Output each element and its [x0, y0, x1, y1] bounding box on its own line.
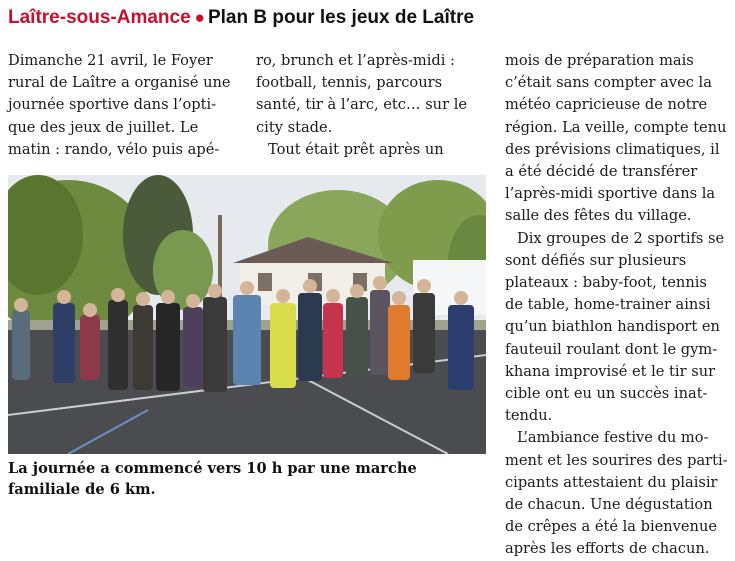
text-line: ro, brunch et l’après-midi : — [256, 52, 455, 69]
text-line: tendu. — [505, 407, 553, 425]
text-line: sont défiés sur plusieurs — [505, 251, 687, 269]
text-line: c’était sans compter avec la — [505, 74, 712, 92]
text-line: région. La veille, compte tenu — [505, 118, 727, 136]
text-line: a été décidé de transférer — [505, 163, 698, 181]
text-line: plateaux : baby-foot, tennis — [505, 274, 707, 292]
text-line: de crêpes a été la bienvenue — [505, 518, 717, 536]
headline — [8, 5, 728, 31]
text-line: l’après-midi sportive dans la — [505, 185, 716, 203]
article-column-1 — [8, 50, 248, 161]
text-line: de table, home-trainer ainsi — [505, 296, 711, 314]
text-line: Dix groupes de 2 sportifs se — [517, 229, 725, 247]
text-line: ment et les sourires des parti- — [505, 451, 728, 469]
headline-title: Plan B pour les jeux de Laître — [207, 7, 475, 28]
group-photo — [8, 175, 486, 454]
text-line: L’ambiance festive du mo- — [517, 429, 709, 447]
article-column-2 — [256, 50, 478, 161]
text-line: city stade. — [256, 118, 333, 136]
text-line: qu’un biathlon handisport en — [505, 318, 720, 336]
text-line: journée sportive dans l’opti- — [8, 96, 217, 114]
text-line: santé, tir à l’arc, etc… sur le — [256, 96, 468, 114]
text-line: cible ont eu un succès inat- — [505, 385, 708, 403]
text-line: Dimanche 21 avril, le Foyer — [8, 52, 213, 69]
text-line: Tout était prêt après un — [268, 140, 444, 158]
headline-place: Laître-sous-Amance — [8, 7, 191, 28]
article-column-3 — [505, 50, 727, 561]
text-line: salle des fêtes du village. — [505, 207, 692, 225]
text-line: cipants attestaient du plaisir — [505, 473, 718, 491]
photo-caption: La journée a commencé vers 10 h par une marche familiale de 6 km. — [8, 460, 417, 498]
photo-illustration — [8, 175, 486, 454]
text-line: que des jeux de juillet. Le — [8, 118, 199, 136]
text-line: mois de préparation mais — [505, 52, 694, 69]
text-line: fauteuil roulant dont le gym- — [505, 340, 718, 358]
text-line: matin : rando, vélo puis apé- — [8, 140, 220, 158]
text-line: de chacun. Une dégustation — [505, 496, 713, 514]
text-line: football, tennis, parcours — [256, 74, 443, 92]
bullet-dot-icon: ● — [194, 8, 205, 27]
text-line: khana improvisé et le tir sur — [505, 362, 716, 380]
text-line: des prévisions climatiques, il — [505, 140, 720, 158]
text-line: rural de Laître a organisé une — [8, 74, 231, 92]
text-line: météo capricieuse de notre — [505, 96, 708, 114]
text-line: après les efforts de chacun. — [505, 540, 710, 558]
